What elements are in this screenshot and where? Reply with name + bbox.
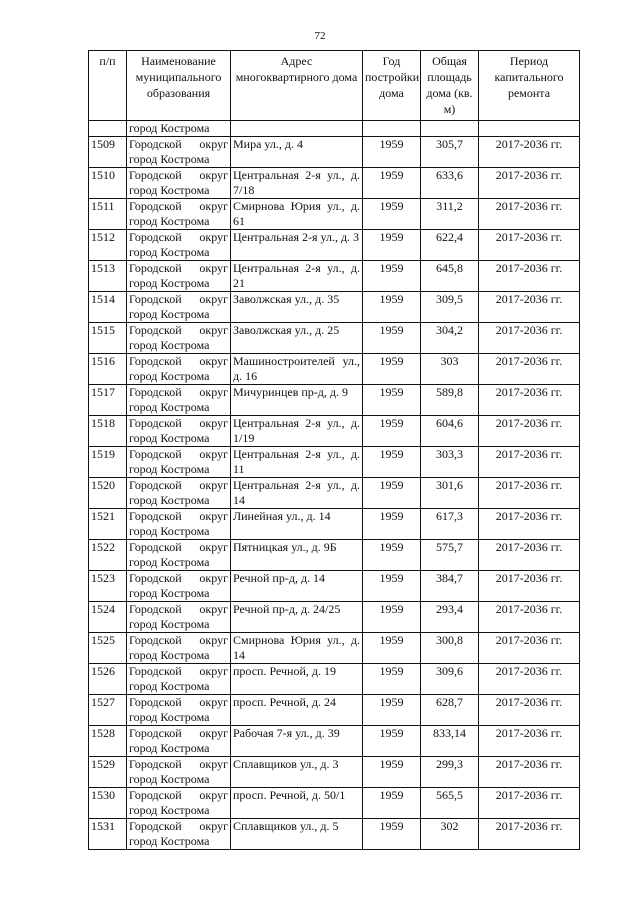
cell-address: Центральная 2-я ул., д. 21	[231, 261, 363, 292]
cell-num: 1515	[89, 323, 127, 354]
cell-municipality: Городской округ город Кострома	[127, 354, 231, 385]
cell-municipality: Городской округ город Кострома	[127, 509, 231, 540]
cell-area: 565,5	[421, 788, 479, 819]
cell-address: просп. Речной, д. 50/1	[231, 788, 363, 819]
cell-address: Мичуринцев пр-д, д. 9	[231, 385, 363, 416]
cell-area: 628,7	[421, 695, 479, 726]
cell-num: 1517	[89, 385, 127, 416]
cell-area: 833,14	[421, 726, 479, 757]
cell-municipality: Городской округ город Кострома	[127, 788, 231, 819]
cell-period: 2017-2036 гг.	[479, 168, 580, 199]
cell-period: 2017-2036 гг.	[479, 757, 580, 788]
cell-num: 1531	[89, 819, 127, 850]
cell-year: 1959	[363, 788, 421, 819]
cell-num: 1509	[89, 137, 127, 168]
cell-area: 293,4	[421, 602, 479, 633]
cell-num: 1530	[89, 788, 127, 819]
table-row	[89, 726, 580, 757]
cell-address: Сплавщиков ул., д. 5	[231, 819, 363, 850]
cell-municipality: Городской округ город Кострома	[127, 602, 231, 633]
cell-municipality: Городской округ город Кострома	[127, 292, 231, 323]
cell-year: 1959	[363, 509, 421, 540]
cell-area: 309,5	[421, 292, 479, 323]
cell-address: Смирнова Юрия ул., д. 61	[231, 199, 363, 230]
table-row	[89, 447, 580, 478]
cell-municipality: Городской округ город Кострома	[127, 323, 231, 354]
cell-address: Пятницкая ул., д. 9Б	[231, 540, 363, 571]
cell-area: 300,8	[421, 633, 479, 664]
cell-year: 1959	[363, 292, 421, 323]
cell-num: 1521	[89, 509, 127, 540]
table-row	[89, 354, 580, 385]
cell-num: 1510	[89, 168, 127, 199]
table-row	[89, 633, 580, 664]
table-row	[89, 137, 580, 168]
table-row	[89, 509, 580, 540]
cell-num: 1512	[89, 230, 127, 261]
cell-year: 1959	[363, 323, 421, 354]
cell-num: 1526	[89, 664, 127, 695]
cell-year: 1959	[363, 819, 421, 850]
cell-year: 1959	[363, 602, 421, 633]
table-row	[89, 230, 580, 261]
cell-num: 1516	[89, 354, 127, 385]
cell-address: Центральная 2-я ул., д. 7/18	[231, 168, 363, 199]
header-num: п/п	[89, 51, 127, 121]
cell-address: Сплавщиков ул., д. 3	[231, 757, 363, 788]
cell-num: 1525	[89, 633, 127, 664]
table-row	[89, 819, 580, 850]
cell-period: 2017-2036 гг.	[479, 323, 580, 354]
cell-period: 2017-2036 гг.	[479, 416, 580, 447]
cell-address: Смирнова Юрия ул., д. 14	[231, 633, 363, 664]
cell-area: 303,3	[421, 447, 479, 478]
cell-municipality: Городской округ город Кострома	[127, 385, 231, 416]
cell-municipality: Городской округ город Кострома	[127, 416, 231, 447]
cell-area: 622,4	[421, 230, 479, 261]
header-year: Год постройки дома	[363, 51, 421, 121]
table-row	[89, 168, 580, 199]
cell-area: 589,8	[421, 385, 479, 416]
table-row	[89, 385, 580, 416]
cell-period: 2017-2036 гг.	[479, 819, 580, 850]
table-row	[89, 571, 580, 602]
header-address: Адрес многоквартирного дома	[231, 51, 363, 121]
table-row	[89, 323, 580, 354]
cell-municipality: Городской округ город Кострома	[127, 726, 231, 757]
cell-area: 311,2	[421, 199, 479, 230]
table-header-row	[89, 51, 580, 121]
cell-year: 1959	[363, 726, 421, 757]
cell-period: 2017-2036 гг.	[479, 633, 580, 664]
cell-year: 1959	[363, 695, 421, 726]
cell-period: 2017-2036 гг.	[479, 509, 580, 540]
cell-period: 2017-2036 гг.	[479, 478, 580, 509]
cell-address: Речной пр-д, д. 14	[231, 571, 363, 602]
cell-year: 1959	[363, 478, 421, 509]
table-row	[89, 292, 580, 323]
cell-year: 1959	[363, 168, 421, 199]
cell-area: 309,6	[421, 664, 479, 695]
cell-num: 1511	[89, 199, 127, 230]
cell-year: 1959	[363, 354, 421, 385]
cell-num: 1520	[89, 478, 127, 509]
cell-year: 1959	[363, 571, 421, 602]
cell-municipality: Городской округ город Кострома	[127, 137, 231, 168]
cell-num: 1522	[89, 540, 127, 571]
cell-num: 1518	[89, 416, 127, 447]
cell-municipality: Городской округ город Кострома	[127, 478, 231, 509]
cell-municipality: Городской округ город Кострома	[127, 757, 231, 788]
cell-year: 1959	[363, 540, 421, 571]
cell-num: 1523	[89, 571, 127, 602]
cell-year: 1959	[363, 757, 421, 788]
housing-registry-table	[88, 50, 580, 850]
table-row	[89, 261, 580, 292]
cell-period: 2017-2036 гг.	[479, 571, 580, 602]
table-row	[89, 788, 580, 819]
cell-year: 1959	[363, 664, 421, 695]
cell-municipality: Городской округ город Кострома	[127, 230, 231, 261]
cell-year: 1959	[363, 633, 421, 664]
cell-num: 1527	[89, 695, 127, 726]
cell-municipality: Городской округ город Кострома	[127, 199, 231, 230]
cell-address: Центральная 2-я ул., д. 1/19	[231, 416, 363, 447]
page-number: 72	[314, 30, 326, 42]
table-row	[89, 695, 580, 726]
cell-year: 1959	[363, 137, 421, 168]
cell-address: Центральная 2-я ул., д. 3	[231, 230, 363, 261]
cell-municipality: Городской округ город Кострома	[127, 819, 231, 850]
cell-area: 645,8	[421, 261, 479, 292]
header-municipality: Наименование муниципального образования	[127, 51, 231, 121]
cell-area: 303	[421, 354, 479, 385]
cell-address: просп. Речной, д. 24	[231, 695, 363, 726]
header-period: Период капитального ремонта	[479, 51, 580, 121]
table-row	[89, 540, 580, 571]
table-row	[89, 478, 580, 509]
cell-period: 2017-2036 гг.	[479, 540, 580, 571]
cell-municipality: Городской округ город Кострома	[127, 168, 231, 199]
cell-area: 299,3	[421, 757, 479, 788]
cell-area: 575,7	[421, 540, 479, 571]
table-row	[89, 199, 580, 230]
cell-period: 2017-2036 гг.	[479, 385, 580, 416]
cell-num: 1529	[89, 757, 127, 788]
header-area: Общая площадь дома (кв. м)	[421, 51, 479, 121]
cell-area: 305,7	[421, 137, 479, 168]
table-row	[89, 664, 580, 695]
cell-municipality: Городской округ город Кострома	[127, 540, 231, 571]
cell-period: 2017-2036 гг.	[479, 695, 580, 726]
cell-period: 2017-2036 гг.	[479, 292, 580, 323]
table-row	[89, 757, 580, 788]
cell-address: Машиностроителей ул., д. 16	[231, 354, 363, 385]
table-row	[89, 416, 580, 447]
cell-area: 304,2	[421, 323, 479, 354]
cell-year: 1959	[363, 416, 421, 447]
continuation-row	[89, 121, 580, 137]
cell-period: 2017-2036 гг.	[479, 664, 580, 695]
cell-area: 617,3	[421, 509, 479, 540]
cell-period: 2017-2036 гг.	[479, 447, 580, 478]
cell-num: 1524	[89, 602, 127, 633]
cell-address: Речной пр-д, д. 24/25	[231, 602, 363, 633]
cell-address: Заволжская ул., д. 25	[231, 323, 363, 354]
cell-year: 1959	[363, 385, 421, 416]
cell-address: Заволжская ул., д. 35	[231, 292, 363, 323]
cell-municipality: Городской округ город Кострома	[127, 664, 231, 695]
cell-municipality: Городской округ город Кострома	[127, 633, 231, 664]
cell-year: 1959	[363, 261, 421, 292]
cell-year: 1959	[363, 199, 421, 230]
cell-address: Центральная 2-я ул., д. 11	[231, 447, 363, 478]
cell-municipality: Городской округ город Кострома	[127, 447, 231, 478]
cell-municipality: Городской округ город Кострома	[127, 695, 231, 726]
cell-address: просп. Речной, д. 19	[231, 664, 363, 695]
cell-address: Рабочая 7-я ул., д. 39	[231, 726, 363, 757]
cell-period: 2017-2036 гг.	[479, 602, 580, 633]
cell-area: 301,6	[421, 478, 479, 509]
cell-num: 1513	[89, 261, 127, 292]
cell-period: 2017-2036 гг.	[479, 137, 580, 168]
cell-address: Линейная ул., д. 14	[231, 509, 363, 540]
cell-num: 1519	[89, 447, 127, 478]
table-row	[89, 602, 580, 633]
cell-num: 1514	[89, 292, 127, 323]
cell-municipality: Городской округ город Кострома	[127, 571, 231, 602]
cell-area: 384,7	[421, 571, 479, 602]
continuation-text: город Кострома	[127, 121, 231, 137]
cell-year: 1959	[363, 447, 421, 478]
cell-period: 2017-2036 гг.	[479, 230, 580, 261]
cell-area: 633,6	[421, 168, 479, 199]
cell-num: 1528	[89, 726, 127, 757]
cell-period: 2017-2036 гг.	[479, 261, 580, 292]
cell-address: Мира ул., д. 4	[231, 137, 363, 168]
cell-area: 604,6	[421, 416, 479, 447]
cell-period: 2017-2036 гг.	[479, 354, 580, 385]
cell-area: 302	[421, 819, 479, 850]
cell-period: 2017-2036 гг.	[479, 199, 580, 230]
cell-year: 1959	[363, 230, 421, 261]
cell-municipality: Городской округ город Кострома	[127, 261, 231, 292]
cell-address: Центральная 2-я ул., д. 14	[231, 478, 363, 509]
cell-period: 2017-2036 гг.	[479, 726, 580, 757]
cell-period: 2017-2036 гг.	[479, 788, 580, 819]
